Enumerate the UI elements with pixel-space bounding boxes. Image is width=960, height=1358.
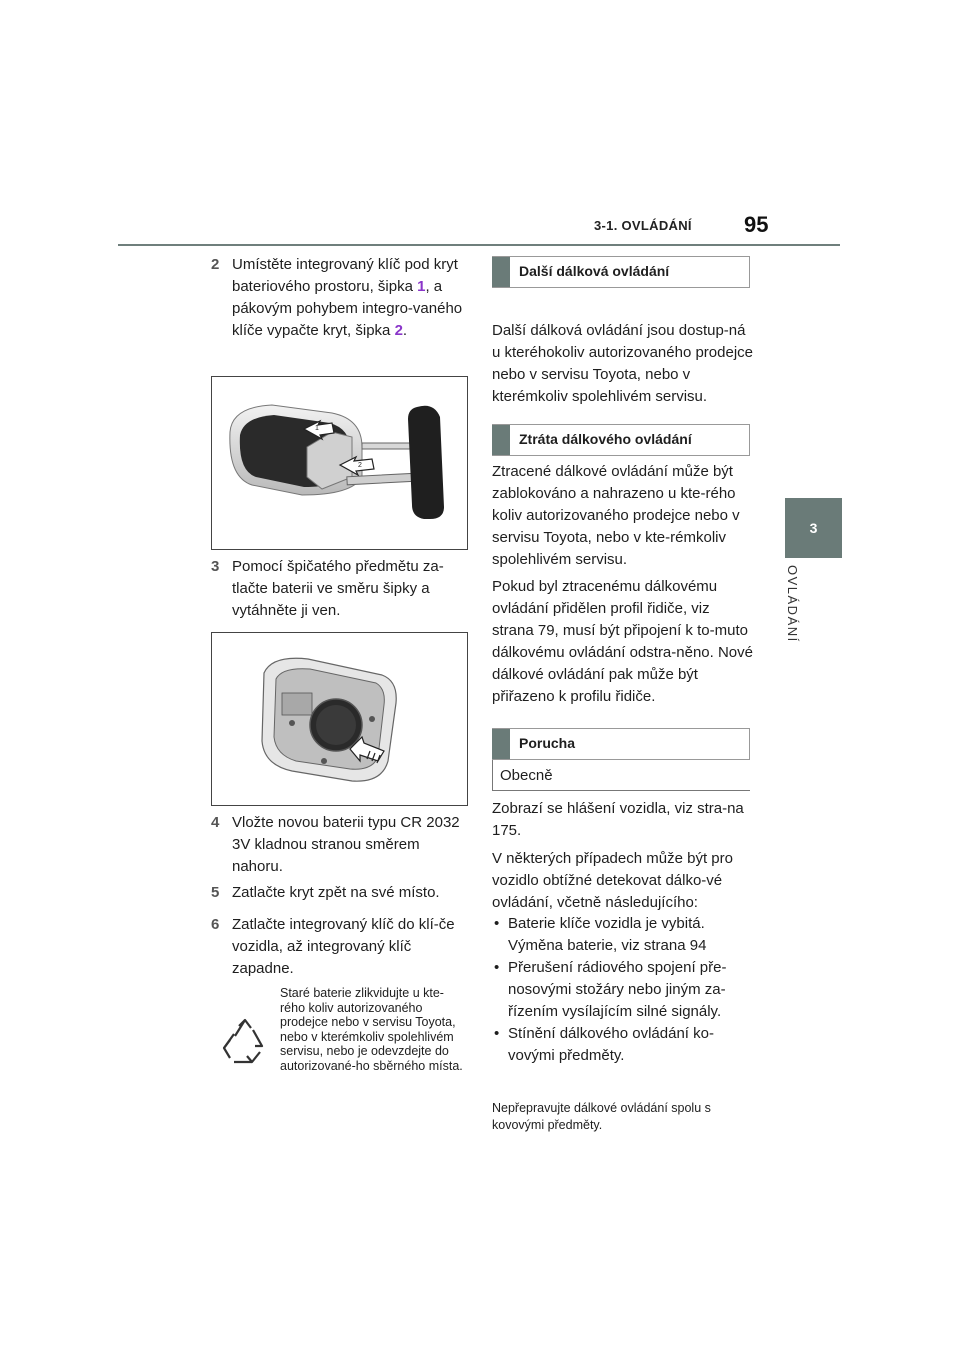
heading-accent-bar [492, 257, 510, 287]
list-item: • Baterie klíče vozidla je vybitá. Výměna baterie, viz strana 94 [494, 915, 707, 954]
step-4 [211, 812, 466, 878]
step-6 [211, 914, 466, 980]
step-text: Pomocí špičatého předmětu za-tlačte baterii ve směru šipky a vytáhněte ji ven. [232, 558, 444, 619]
step-text: Zatlačte kryt zpět na své místo. [232, 884, 440, 901]
paragraph-vehicle-message: Zobrazí se hlášení vozidla, viz stra-na 175. [492, 800, 744, 839]
heading-label: Porucha [519, 735, 576, 751]
paragraph-driver-profile: Pokud byl ztracenému dálkovému ovládání přidělen profil řidiče, viz strana 79, musí být připojení k to-muto dálkovému ovládání odstra-něno. Nové dálkové ovládání pak může být přiřazeno k profilu řidiče. [492, 578, 753, 705]
heading-label: Ztráta dálkového ovládání [519, 431, 692, 447]
arrow-2-label: 2 [394, 322, 403, 339]
heading-additional-remotes [492, 256, 750, 288]
battery-removal-illustration [211, 632, 468, 806]
malfunction-causes-list [492, 913, 754, 1067]
step-number: 6 [211, 916, 220, 933]
recycle-icon [222, 1018, 268, 1066]
step-text: Vložte novou baterii typu CR 2032 3V kladnou stranou směrem nahoru. [232, 814, 460, 875]
step-text: Umístěte integrovaný klíč pod kryt bateriového prostoru, šipka 1, a pákovým pohybem integro-vaného klíče vypačte kryt, šipka 2. [232, 256, 463, 339]
list-item: • Stínění dálkového ovládání ko-vovými předměty. [494, 1025, 714, 1064]
subheading-general [492, 760, 750, 791]
step-text: Zatlačte integrovaný klíč do klí-če vozidla, až integrovaný klíč zapadne. [232, 916, 455, 977]
step-number: 2 [211, 256, 220, 273]
metal-objects-note: Nepřepravujte dálkové ovládání spolu s kovovými předměty. [492, 1101, 711, 1132]
paragraph-additional-remotes: Další dálková ovládání jsou dostup-ná u kteréhokoliv autorizovaného prodejce nebo v servisu Toyota, nebo v kterémkoliv spolehlivém servisu. [492, 322, 753, 405]
step-number: 3 [211, 558, 220, 575]
paragraph-lost-remote: Ztracené dálkové ovládání může být zablokováno a nahrazeno u kte-rého koliv autorizovaného prodejce nebo v servisu Toyota, nebo v kte-rémkoliv spolehlivém servisu. [492, 463, 740, 568]
heading-accent-bar [492, 729, 510, 759]
heading-accent-bar [492, 425, 510, 455]
list-item: • Přerušení rádiového spojení pře-nosovými stožáry nebo jiným za-řízením vysílajícím silné signály. [494, 959, 727, 1020]
step-number: 4 [211, 814, 220, 831]
section-title: 3-1. OVLÁDÁNÍ [594, 218, 692, 233]
svg-text:2: 2 [358, 462, 362, 469]
heading-lost-remote [492, 424, 750, 456]
heading-label: Další dálková ovládání [519, 263, 670, 279]
step-number: 5 [211, 884, 220, 901]
key-fob-open-image [212, 377, 467, 549]
step-2 [211, 254, 466, 342]
chapter-tab: 3 [785, 498, 842, 558]
page-number: 95 [744, 212, 769, 237]
subheading-label: Obecně [500, 767, 553, 784]
heading-malfunction [492, 728, 750, 760]
chapter-label: OVLÁDÁNÍ [785, 565, 800, 643]
step-3 [211, 556, 466, 622]
key-cover-illustration [211, 376, 468, 550]
arrow-1-label: 1 [417, 278, 426, 295]
recycling-note: Staré baterie zlikvidujte u kte-rého koliv autorizovaného prodejce nebo v servisu Toyota, nebo v kterémkoliv spolehlivém servisu, nebo je odevzdejte do autorizované-ho sběrného místa. [280, 986, 463, 1073]
svg-text:1: 1 [315, 425, 319, 432]
battery-compartment-image [212, 633, 467, 805]
header-divider [118, 244, 840, 246]
paragraph-detection-issues: V některých případech může být pro vozidlo obtížné detekovat dálko-vé ovládání, včetně následujícího: [492, 850, 733, 911]
step-5 [211, 882, 466, 904]
